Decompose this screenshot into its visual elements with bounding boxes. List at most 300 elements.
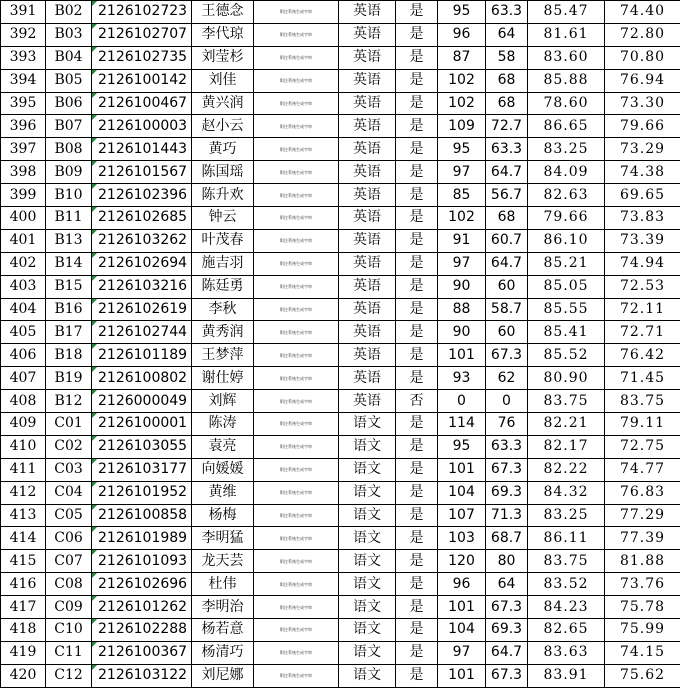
total-score-cell: 73.29: [605, 138, 680, 161]
subject-cell: 语文: [339, 641, 396, 664]
remark-cell: 附注系统生成字串: [254, 92, 339, 115]
candidate-name-cell: 王梦萍: [192, 344, 254, 367]
row-number-cell: 414: [1, 527, 46, 550]
qualified-cell: 是: [396, 23, 438, 46]
candidate-name-cell: 陈廷勇: [192, 275, 254, 298]
qualified-cell: 是: [396, 573, 438, 596]
interview-score-cell: 85.05: [528, 275, 605, 298]
table-row: [1, 252, 680, 275]
qualified-cell: 是: [396, 367, 438, 390]
interview-score-cell: 85.88: [528, 69, 605, 92]
exam-seat-cell: C01: [46, 413, 92, 436]
interview-score-cell: 82.21: [528, 413, 605, 436]
candidate-name-cell: 李明治: [192, 596, 254, 619]
candidate-name-cell: 施吉羽: [192, 252, 254, 275]
total-score-cell: 72.53: [605, 275, 680, 298]
remark-cell: 附注系统生成字串: [254, 596, 339, 619]
written-score-cell: 107: [438, 504, 486, 527]
subject-cell: 语文: [339, 413, 396, 436]
table-body: [1, 1, 680, 688]
remark-cell: 附注系统生成字串: [254, 115, 339, 138]
written-score-cell: 88: [438, 298, 486, 321]
interview-score-cell: 82.17: [528, 435, 605, 458]
interview-score-cell: 85.41: [528, 321, 605, 344]
exam-seat-cell: B05: [46, 69, 92, 92]
subject-cell: 语文: [339, 596, 396, 619]
subject-cell: 英语: [339, 1, 396, 24]
exam-seat-cell: C11: [46, 641, 92, 664]
interview-score-cell: 83.75: [528, 550, 605, 573]
remark-cell: 附注系统生成字串: [254, 390, 339, 413]
exam-seat-cell: B12: [46, 390, 92, 413]
candidate-name-cell: 向媛媛: [192, 458, 254, 481]
candidate-id-cell: 2126103055: [92, 435, 192, 458]
total-score-cell: 72.75: [605, 435, 680, 458]
remark-cell: 附注系统生成字串: [254, 184, 339, 207]
remark-cell: 附注系统生成字串: [254, 619, 339, 642]
written-score-cell: 120: [438, 550, 486, 573]
written-converted-cell: 64: [486, 23, 528, 46]
candidate-name-cell: 黄兴润: [192, 92, 254, 115]
written-converted-cell: 60.7: [486, 229, 528, 252]
candidate-id-cell: 2126100001: [92, 413, 192, 436]
table-row: [1, 69, 680, 92]
interview-score-cell: 82.63: [528, 184, 605, 207]
candidate-name-cell: 陈国瑶: [192, 161, 254, 184]
remark-cell: 附注系统生成字串: [254, 641, 339, 664]
written-score-cell: 102: [438, 92, 486, 115]
written-converted-cell: 58: [486, 46, 528, 69]
total-score-cell: 74.40: [605, 1, 680, 24]
written-converted-cell: 56.7: [486, 184, 528, 207]
total-score-cell: 76.83: [605, 481, 680, 504]
total-score-cell: 75.78: [605, 596, 680, 619]
candidate-id-cell: 2126102288: [92, 619, 192, 642]
subject-cell: 英语: [339, 207, 396, 230]
written-score-cell: 104: [438, 481, 486, 504]
candidate-name-cell: 陈涛: [192, 413, 254, 436]
written-score-cell: 97: [438, 641, 486, 664]
candidate-id-cell: 2126102707: [92, 23, 192, 46]
written-score-cell: 97: [438, 161, 486, 184]
written-converted-cell: 69.3: [486, 481, 528, 504]
qualified-cell: 是: [396, 138, 438, 161]
subject-cell: 英语: [339, 321, 396, 344]
remark-cell: 附注系统生成字串: [254, 252, 339, 275]
written-score-cell: 95: [438, 435, 486, 458]
remark-cell: 附注系统生成字串: [254, 23, 339, 46]
qualified-cell: 是: [396, 619, 438, 642]
written-score-cell: 87: [438, 46, 486, 69]
exam-seat-cell: B16: [46, 298, 92, 321]
table-row: [1, 321, 680, 344]
written-score-cell: 97: [438, 252, 486, 275]
table-row: [1, 298, 680, 321]
total-score-cell: 72.11: [605, 298, 680, 321]
written-converted-cell: 68: [486, 92, 528, 115]
written-converted-cell: 67.3: [486, 344, 528, 367]
interview-score-cell: 82.22: [528, 458, 605, 481]
written-converted-cell: 60: [486, 321, 528, 344]
written-score-cell: 95: [438, 138, 486, 161]
total-score-cell: 81.88: [605, 550, 680, 573]
candidate-id-cell: 2126101189: [92, 344, 192, 367]
candidate-id-cell: 2126102723: [92, 1, 192, 24]
total-score-cell: 79.66: [605, 115, 680, 138]
row-number-cell: 403: [1, 275, 46, 298]
table-row: [1, 1, 680, 24]
exam-seat-cell: B08: [46, 138, 92, 161]
total-score-cell: 74.15: [605, 641, 680, 664]
exam-seat-cell: B15: [46, 275, 92, 298]
candidate-name-cell: 王德念: [192, 1, 254, 24]
row-number-cell: 417: [1, 596, 46, 619]
row-number-cell: 410: [1, 435, 46, 458]
qualified-cell: 是: [396, 1, 438, 24]
written-score-cell: 109: [438, 115, 486, 138]
candidate-id-cell: 2126102619: [92, 298, 192, 321]
candidate-name-cell: 杨梅: [192, 504, 254, 527]
qualified-cell: 是: [396, 527, 438, 550]
remark-cell: 附注系统生成字串: [254, 435, 339, 458]
exam-seat-cell: C04: [46, 481, 92, 504]
subject-cell: 英语: [339, 184, 396, 207]
written-converted-cell: 60: [486, 275, 528, 298]
interview-score-cell: 78.60: [528, 92, 605, 115]
subject-cell: 语文: [339, 504, 396, 527]
qualified-cell: 是: [396, 207, 438, 230]
subject-cell: 英语: [339, 229, 396, 252]
row-number-cell: 404: [1, 298, 46, 321]
remark-cell: 附注系统生成字串: [254, 550, 339, 573]
qualified-cell: 是: [396, 504, 438, 527]
table-row: [1, 92, 680, 115]
candidate-name-cell: 黄维: [192, 481, 254, 504]
written-score-cell: 95: [438, 1, 486, 24]
candidate-name-cell: 叶茂春: [192, 229, 254, 252]
remark-cell: 附注系统生成字串: [254, 504, 339, 527]
table-row: [1, 207, 680, 230]
candidate-id-cell: 2126100858: [92, 504, 192, 527]
table-row: [1, 390, 680, 413]
remark-cell: 附注系统生成字串: [254, 413, 339, 436]
written-score-cell: 96: [438, 573, 486, 596]
written-score-cell: 114: [438, 413, 486, 436]
remark-cell: 附注系统生成字串: [254, 344, 339, 367]
remark-cell: 附注系统生成字串: [254, 458, 339, 481]
exam-seat-cell: B06: [46, 92, 92, 115]
interview-score-cell: 83.63: [528, 641, 605, 664]
interview-score-cell: 86.65: [528, 115, 605, 138]
written-converted-cell: 71.3: [486, 504, 528, 527]
qualified-cell: 是: [396, 229, 438, 252]
table-row: [1, 229, 680, 252]
row-number-cell: 398: [1, 161, 46, 184]
subject-cell: 语文: [339, 550, 396, 573]
total-score-cell: 77.39: [605, 527, 680, 550]
row-number-cell: 411: [1, 458, 46, 481]
remark-cell: 附注系统生成字串: [254, 573, 339, 596]
candidate-name-cell: 黄秀润: [192, 321, 254, 344]
subject-cell: 语文: [339, 573, 396, 596]
subject-cell: 语文: [339, 527, 396, 550]
row-number-cell: 409: [1, 413, 46, 436]
candidate-name-cell: 龙天芸: [192, 550, 254, 573]
subject-cell: 英语: [339, 367, 396, 390]
candidate-id-cell: 2126101093: [92, 550, 192, 573]
written-converted-cell: 67.3: [486, 596, 528, 619]
qualified-cell: 否: [396, 390, 438, 413]
remark-cell: 附注系统生成字串: [254, 367, 339, 390]
exam-seat-cell: B13: [46, 229, 92, 252]
written-score-cell: 0: [438, 390, 486, 413]
table-row: [1, 596, 680, 619]
candidate-id-cell: 2126103177: [92, 458, 192, 481]
row-number-cell: 399: [1, 184, 46, 207]
subject-cell: 英语: [339, 252, 396, 275]
remark-cell: 附注系统生成字串: [254, 229, 339, 252]
total-score-cell: 72.80: [605, 23, 680, 46]
exam-seat-cell: C08: [46, 573, 92, 596]
total-score-cell: 75.62: [605, 664, 680, 687]
subject-cell: 语文: [339, 435, 396, 458]
candidate-name-cell: 钟云: [192, 207, 254, 230]
candidate-id-cell: 2126103262: [92, 229, 192, 252]
total-score-cell: 77.29: [605, 504, 680, 527]
interview-score-cell: 83.60: [528, 46, 605, 69]
total-score-cell: 75.99: [605, 619, 680, 642]
row-number-cell: 393: [1, 46, 46, 69]
written-score-cell: 90: [438, 275, 486, 298]
table-row: [1, 413, 680, 436]
written-converted-cell: 69.3: [486, 619, 528, 642]
total-score-cell: 74.77: [605, 458, 680, 481]
total-score-cell: 73.39: [605, 229, 680, 252]
total-score-cell: 73.30: [605, 92, 680, 115]
exam-seat-cell: B14: [46, 252, 92, 275]
qualified-cell: 是: [396, 413, 438, 436]
candidate-id-cell: 2126102396: [92, 184, 192, 207]
remark-cell: 附注系统生成字串: [254, 527, 339, 550]
interview-score-cell: 83.52: [528, 573, 605, 596]
written-converted-cell: 68: [486, 207, 528, 230]
remark-cell: 附注系统生成字串: [254, 298, 339, 321]
subject-cell: 语文: [339, 664, 396, 687]
interview-score-cell: 86.11: [528, 527, 605, 550]
qualified-cell: 是: [396, 46, 438, 69]
exam-seat-cell: C03: [46, 458, 92, 481]
exam-seat-cell: B07: [46, 115, 92, 138]
candidate-name-cell: 赵小云: [192, 115, 254, 138]
interview-score-cell: 82.65: [528, 619, 605, 642]
row-number-cell: 408: [1, 390, 46, 413]
candidate-id-cell: 2126101989: [92, 527, 192, 550]
row-number-cell: 401: [1, 229, 46, 252]
interview-score-cell: 83.91: [528, 664, 605, 687]
written-converted-cell: 63.3: [486, 435, 528, 458]
subject-cell: 语文: [339, 458, 396, 481]
table-row: [1, 664, 680, 687]
row-number-cell: 395: [1, 92, 46, 115]
written-converted-cell: 58.7: [486, 298, 528, 321]
candidate-name-cell: 黄巧: [192, 138, 254, 161]
qualified-cell: 是: [396, 69, 438, 92]
qualified-cell: 是: [396, 92, 438, 115]
total-score-cell: 74.94: [605, 252, 680, 275]
written-converted-cell: 76: [486, 413, 528, 436]
candidate-name-cell: 刘佳: [192, 69, 254, 92]
written-score-cell: 102: [438, 207, 486, 230]
written-score-cell: 93: [438, 367, 486, 390]
exam-seat-cell: C06: [46, 527, 92, 550]
candidate-id-cell: 2126100367: [92, 641, 192, 664]
candidate-id-cell: 2126100802: [92, 367, 192, 390]
candidate-name-cell: 袁亮: [192, 435, 254, 458]
written-score-cell: 104: [438, 619, 486, 642]
written-score-cell: 101: [438, 458, 486, 481]
exam-seat-cell: C07: [46, 550, 92, 573]
subject-cell: 英语: [339, 46, 396, 69]
qualified-cell: 是: [396, 550, 438, 573]
candidate-name-cell: 刘莹杉: [192, 46, 254, 69]
subject-cell: 语文: [339, 619, 396, 642]
subject-cell: 英语: [339, 275, 396, 298]
row-number-cell: 391: [1, 1, 46, 24]
interview-score-cell: 85.47: [528, 1, 605, 24]
interview-score-cell: 85.21: [528, 252, 605, 275]
candidate-name-cell: 李明猛: [192, 527, 254, 550]
table-row: [1, 458, 680, 481]
table-row: [1, 115, 680, 138]
exam-seat-cell: B02: [46, 1, 92, 24]
table-row: [1, 23, 680, 46]
qualified-cell: 是: [396, 596, 438, 619]
written-converted-cell: 64: [486, 573, 528, 596]
exam-seat-cell: C10: [46, 619, 92, 642]
exam-seat-cell: B04: [46, 46, 92, 69]
interview-score-cell: 80.90: [528, 367, 605, 390]
row-number-cell: 416: [1, 573, 46, 596]
remark-cell: 附注系统生成字串: [254, 664, 339, 687]
exam-seat-cell: B10: [46, 184, 92, 207]
subject-cell: 语文: [339, 481, 396, 504]
total-score-cell: 69.65: [605, 184, 680, 207]
candidate-id-cell: 2126100142: [92, 69, 192, 92]
exam-seat-cell: B03: [46, 23, 92, 46]
written-converted-cell: 64.7: [486, 252, 528, 275]
written-converted-cell: 64.7: [486, 161, 528, 184]
table-row: [1, 275, 680, 298]
qualified-cell: 是: [396, 275, 438, 298]
total-score-cell: 73.83: [605, 207, 680, 230]
candidate-name-cell: 李秋: [192, 298, 254, 321]
interview-score-cell: 85.52: [528, 344, 605, 367]
candidate-name-cell: 杜伟: [192, 573, 254, 596]
remark-cell: 附注系统生成字串: [254, 275, 339, 298]
total-score-cell: 72.71: [605, 321, 680, 344]
interview-score-cell: 84.09: [528, 161, 605, 184]
written-score-cell: 102: [438, 69, 486, 92]
remark-cell: 附注系统生成字串: [254, 1, 339, 24]
interview-score-cell: 83.25: [528, 504, 605, 527]
written-converted-cell: 67.3: [486, 458, 528, 481]
table-row: [1, 527, 680, 550]
exam-seat-cell: B11: [46, 207, 92, 230]
total-score-cell: 83.75: [605, 390, 680, 413]
written-converted-cell: 0: [486, 390, 528, 413]
row-number-cell: 402: [1, 252, 46, 275]
interview-score-cell: 79.66: [528, 207, 605, 230]
row-number-cell: 420: [1, 664, 46, 687]
interview-score-cell: 81.61: [528, 23, 605, 46]
exam-seat-cell: B17: [46, 321, 92, 344]
row-number-cell: 418: [1, 619, 46, 642]
candidate-id-cell: 2126102696: [92, 573, 192, 596]
row-number-cell: 413: [1, 504, 46, 527]
written-score-cell: 90: [438, 321, 486, 344]
qualified-cell: 是: [396, 344, 438, 367]
remark-cell: 附注系统生成字串: [254, 481, 339, 504]
exam-seat-cell: C09: [46, 596, 92, 619]
written-converted-cell: 68: [486, 69, 528, 92]
qualified-cell: 是: [396, 458, 438, 481]
qualified-cell: 是: [396, 298, 438, 321]
table-row: [1, 344, 680, 367]
interview-score-cell: 83.75: [528, 390, 605, 413]
subject-cell: 英语: [339, 344, 396, 367]
subject-cell: 英语: [339, 390, 396, 413]
table-row: [1, 573, 680, 596]
row-number-cell: 412: [1, 481, 46, 504]
written-score-cell: 101: [438, 664, 486, 687]
written-converted-cell: 64.7: [486, 641, 528, 664]
interview-score-cell: 83.25: [528, 138, 605, 161]
written-converted-cell: 67.3: [486, 664, 528, 687]
candidate-name-cell: 谢仕婷: [192, 367, 254, 390]
written-converted-cell: 63.3: [486, 1, 528, 24]
table-row: [1, 367, 680, 390]
row-number-cell: 394: [1, 69, 46, 92]
candidate-id-cell: 2126100467: [92, 92, 192, 115]
candidate-id-cell: 2126102694: [92, 252, 192, 275]
row-number-cell: 400: [1, 207, 46, 230]
qualified-cell: 是: [396, 641, 438, 664]
interview-score-cell: 84.23: [528, 596, 605, 619]
table-row: [1, 184, 680, 207]
qualified-cell: 是: [396, 252, 438, 275]
total-score-cell: 73.76: [605, 573, 680, 596]
candidate-id-cell: 2126101443: [92, 138, 192, 161]
subject-cell: 英语: [339, 161, 396, 184]
candidate-id-cell: 2126102685: [92, 207, 192, 230]
written-score-cell: 85: [438, 184, 486, 207]
written-converted-cell: 62: [486, 367, 528, 390]
subject-cell: 英语: [339, 115, 396, 138]
qualified-cell: 是: [396, 664, 438, 687]
qualified-cell: 是: [396, 115, 438, 138]
remark-cell: 附注系统生成字串: [254, 321, 339, 344]
candidate-id-cell: 2126000049: [92, 390, 192, 413]
subject-cell: 英语: [339, 23, 396, 46]
table-row: [1, 46, 680, 69]
remark-cell: 附注系统生成字串: [254, 46, 339, 69]
row-number-cell: 419: [1, 641, 46, 664]
exam-seat-cell: C12: [46, 664, 92, 687]
exam-seat-cell: C05: [46, 504, 92, 527]
row-number-cell: 415: [1, 550, 46, 573]
candidate-name-cell: 李代琼: [192, 23, 254, 46]
written-score-cell: 101: [438, 344, 486, 367]
